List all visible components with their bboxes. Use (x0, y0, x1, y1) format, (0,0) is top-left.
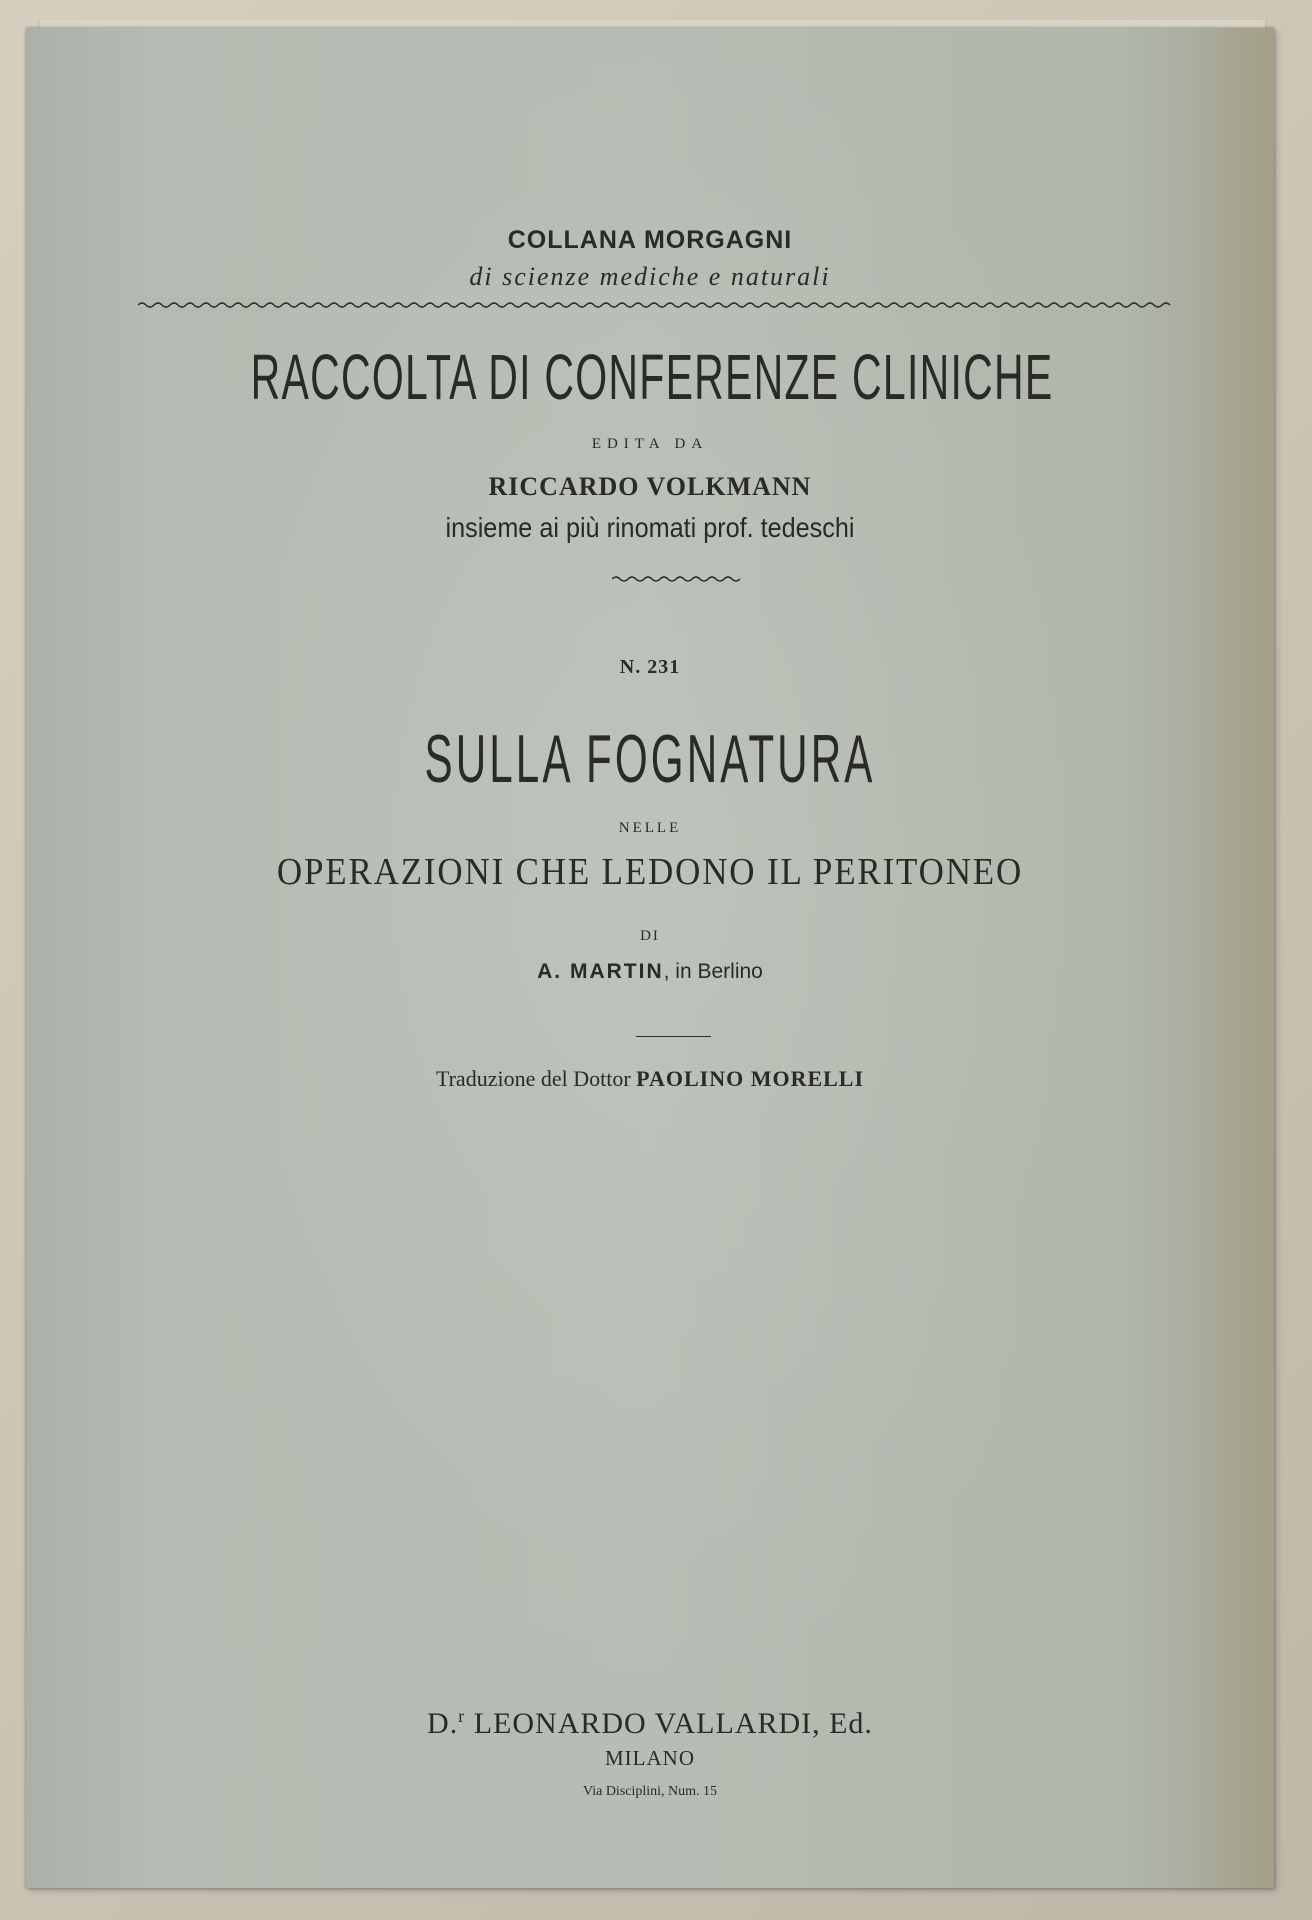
by-label: DI (640, 928, 660, 944)
editor-note: insieme ai più rinomati prof. tedeschi (445, 512, 855, 543)
small-wavy-divider (612, 574, 742, 584)
series-title: COLLANA MORGAGNI (507, 226, 793, 254)
collection-title: RACCOLTA DI CONFERENZE CLINICHE (250, 341, 1054, 413)
publisher-prefix: D. (427, 1707, 459, 1740)
edited-by-label: EDITA DA (591, 436, 709, 452)
translation-line (26, 1066, 1274, 1092)
publisher-prefix-sup: r (458, 1706, 466, 1726)
age-stain (1184, 28, 1274, 1888)
translator-name: PAOLINO MORELLI (636, 1066, 865, 1091)
publisher-name: LEONARDO VALLARDI, Ed. (465, 1707, 873, 1740)
book-cover (26, 28, 1274, 1888)
issue-number: N. 231 (619, 656, 681, 678)
author-location: , in Berlino (663, 960, 763, 983)
translation-label: Traduzione del Dottor (435, 1066, 631, 1091)
work-subtitle: OPERAZIONI CHE LEDONO IL PERITONEO (276, 851, 1024, 893)
editor-name: RICCARDO VOLKMANN (488, 472, 812, 501)
short-divider (636, 1036, 711, 1037)
publisher-city: MILANO (605, 1746, 695, 1770)
author-name: A. MARTIN (537, 960, 664, 983)
series-subtitle: di scienze mediche e naturali (469, 262, 831, 291)
publisher-line (26, 1706, 1274, 1741)
author-line (26, 960, 1274, 984)
wavy-divider (138, 300, 1173, 310)
publisher-address: Via Disciplini, Num. 15 (582, 1784, 718, 1799)
work-connector: NELLE (618, 820, 682, 836)
work-title: SULLA FOGNATURA (424, 721, 876, 797)
